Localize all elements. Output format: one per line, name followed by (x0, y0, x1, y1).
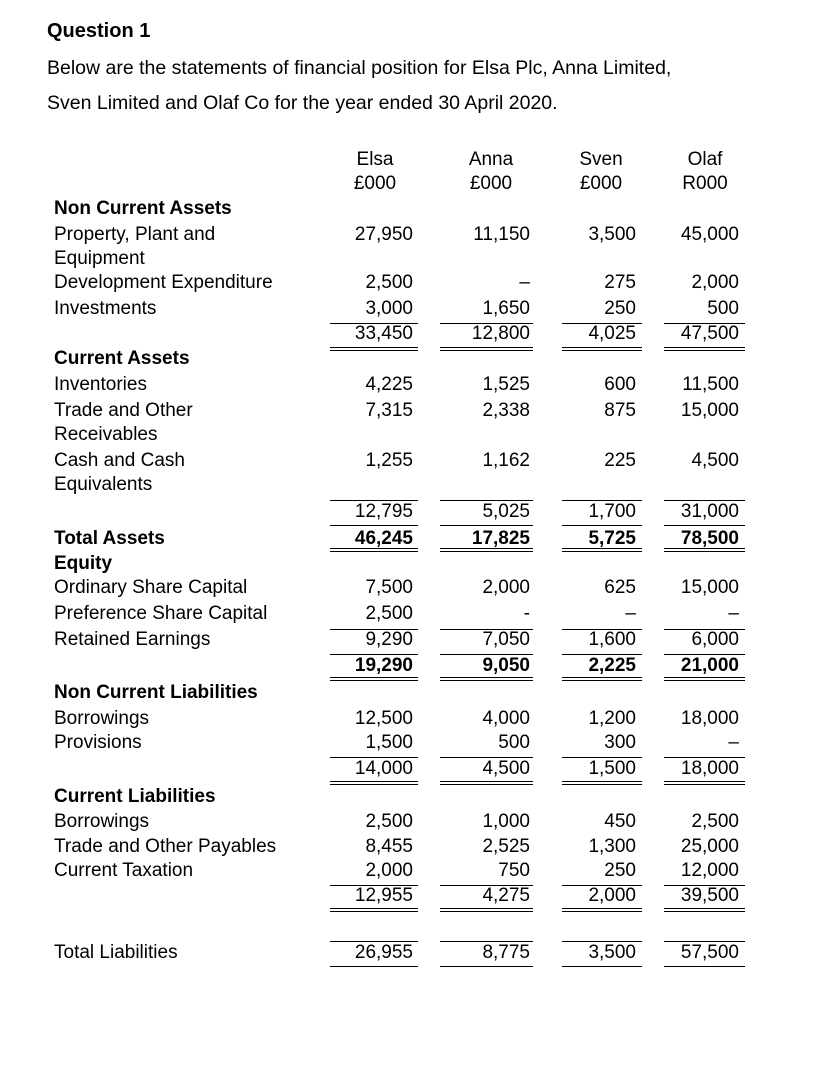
heading-current-liabilities: Current Liabilities (54, 786, 216, 807)
ca-total-sven: 1,700 (588, 501, 636, 522)
rule-6-a-elsa (330, 654, 418, 655)
label-total-liabilities: Total Liabilities (54, 942, 178, 963)
equity-psc-elsa: 2,500 (365, 603, 413, 624)
rule-12-a-elsa (330, 941, 418, 942)
column-unit-sven: £000 (579, 173, 623, 194)
cl-borrowings-anna: 1,000 (482, 811, 530, 832)
rule-5-a-sven (562, 629, 642, 630)
nca-total-olaf: 47,500 (680, 323, 739, 344)
ncl-provisions-sven: 300 (604, 732, 636, 753)
rule-11-b-olaf (664, 911, 745, 912)
cl-total-anna: 4,275 (482, 885, 530, 906)
ca-cash-olaf: 4,500 (691, 450, 739, 471)
column-name-elsa: Elsa (356, 149, 394, 170)
rule-7-a-anna (440, 677, 533, 678)
intro-line-1: Below are the statements of financial position for Elsa Plc, Anna Limited, (47, 57, 672, 79)
ncl-borrowings-anna: 4,000 (482, 708, 530, 729)
ca-total-anna: 5,025 (482, 501, 530, 522)
label-cl-borrowings: Borrowings (54, 811, 150, 832)
rule-4-b-sven (562, 551, 642, 552)
rule-1-b-olaf (664, 350, 745, 351)
rule-3-a-olaf (664, 525, 745, 526)
rule-13-a-elsa (330, 966, 418, 967)
rule-5-a-elsa (330, 629, 418, 630)
equity-re-elsa: 9,290 (365, 629, 413, 650)
total-assets-values-elsa: 46,245 (354, 528, 413, 549)
question-title: Question 1 (47, 20, 151, 42)
ca-inventories-sven: 600 (604, 374, 636, 395)
total-assets-values-olaf: 78,500 (680, 528, 739, 549)
rule-0-a-olaf (664, 323, 745, 324)
rule-11-a-elsa (330, 908, 418, 909)
ncl-total-olaf: 18,000 (680, 758, 739, 779)
rule-12-a-anna (440, 941, 533, 942)
equity-osc-elsa: 7,500 (365, 577, 413, 598)
ncl-borrowings-elsa: 12,500 (354, 708, 413, 729)
rule-10-a-olaf (664, 885, 745, 886)
nca-dev-sven: 275 (604, 272, 636, 293)
rule-5-a-anna (440, 629, 533, 630)
rule-6-a-sven (562, 654, 642, 655)
rule-8-a-olaf (664, 757, 745, 758)
rule-1-a-sven (562, 347, 642, 348)
total-liabilities-values-olaf: 57,500 (680, 942, 739, 963)
equity-total-sven: 2,225 (588, 655, 636, 676)
label-receivables-line1: Trade and Other (54, 400, 193, 421)
cl-tax-anna: 750 (498, 860, 530, 881)
rule-7-a-sven (562, 677, 642, 678)
heading-non-current-assets: Non Current Assets (54, 198, 232, 219)
nca-inv-sven: 250 (604, 298, 636, 319)
cl-total-sven: 2,000 (588, 885, 636, 906)
ca-receivables-olaf: 15,000 (680, 400, 739, 421)
label-ppe-line1: Property, Plant and (54, 224, 216, 245)
rule-11-a-sven (562, 908, 642, 909)
total-liabilities-values-sven: 3,500 (588, 942, 636, 963)
label-cash-line2: Equivalents (54, 474, 153, 495)
ncl-borrowings-sven: 1,200 (588, 708, 636, 729)
heading-non-current-liabilities: Non Current Liabilities (54, 682, 258, 703)
ncl-provisions-olaf: – (728, 732, 739, 753)
total-assets-values-sven: 5,725 (588, 528, 636, 549)
rule-11-a-anna (440, 908, 533, 909)
cl-tax-elsa: 2,000 (365, 860, 413, 881)
equity-osc-olaf: 15,000 (680, 577, 739, 598)
nca-total-elsa: 33,450 (354, 323, 413, 344)
ca-inventories-olaf: 11,500 (682, 374, 739, 395)
ca-receivables-sven: 875 (604, 400, 636, 421)
rule-2-a-olaf (664, 500, 745, 501)
label-preference-share-capital: Preference Share Capital (54, 603, 268, 624)
ncl-total-elsa: 14,000 (354, 758, 413, 779)
rule-8-a-elsa (330, 757, 418, 758)
rule-0-a-sven (562, 323, 642, 324)
cl-payables-elsa: 8,455 (365, 836, 413, 857)
rule-1-a-olaf (664, 347, 745, 348)
label-cash-line1: Cash and Cash (54, 450, 185, 471)
rule-11-b-anna (440, 911, 533, 912)
rule-1-b-elsa (330, 350, 418, 351)
nca-ppe-anna: 11,150 (473, 224, 530, 245)
ca-cash-anna: 1,162 (482, 450, 530, 471)
ncl-borrowings-olaf: 18,000 (680, 708, 739, 729)
rule-11-b-elsa (330, 911, 418, 912)
cl-tax-sven: 250 (604, 860, 636, 881)
rule-11-a-olaf (664, 908, 745, 909)
ca-total-olaf: 31,000 (680, 501, 739, 522)
label-investments: Investments (54, 298, 157, 319)
nca-ppe-olaf: 45,000 (680, 224, 739, 245)
rule-4-a-anna (440, 548, 533, 549)
label-total-assets: Total Assets (54, 528, 165, 549)
cl-total-elsa: 12,955 (354, 885, 413, 906)
rule-6-a-olaf (664, 654, 745, 655)
column-unit-olaf: R000 (682, 173, 728, 194)
rule-0-a-elsa (330, 323, 418, 324)
nca-dev-anna: – (519, 272, 530, 293)
nca-ppe-elsa: 27,950 (354, 224, 413, 245)
nca-total-sven: 4,025 (588, 323, 636, 344)
label-current-taxation: Current Taxation (54, 860, 194, 881)
cl-total-olaf: 39,500 (680, 885, 739, 906)
rule-9-a-olaf (664, 781, 745, 782)
rule-10-a-sven (562, 885, 642, 886)
rule-6-a-anna (440, 654, 533, 655)
nca-dev-olaf: 2,000 (691, 272, 739, 293)
column-name-sven: Sven (579, 149, 623, 170)
label-ordinary-share-capital: Ordinary Share Capital (54, 577, 248, 598)
equity-psc-anna: - (523, 603, 530, 624)
equity-osc-sven: 625 (604, 577, 636, 598)
rule-12-a-sven (562, 941, 642, 942)
rule-5-a-olaf (664, 629, 745, 630)
label-retained-earnings: Retained Earnings (54, 629, 211, 650)
rule-3-a-elsa (330, 525, 418, 526)
cl-borrowings-olaf: 2,500 (691, 811, 739, 832)
rule-4-b-elsa (330, 551, 418, 552)
rule-0-a-anna (440, 323, 533, 324)
rule-9-b-sven (562, 784, 642, 785)
rule-9-b-anna (440, 784, 533, 785)
total-liabilities-values-anna: 8,775 (482, 942, 530, 963)
ca-cash-elsa: 1,255 (365, 450, 413, 471)
cl-borrowings-sven: 450 (604, 811, 636, 832)
label-provisions: Provisions (54, 732, 142, 753)
nca-ppe-sven: 3,500 (588, 224, 636, 245)
rule-7-b-olaf (664, 680, 745, 681)
equity-re-sven: 1,600 (588, 629, 636, 650)
ncl-total-anna: 4,500 (482, 758, 530, 779)
rule-7-b-elsa (330, 680, 418, 681)
equity-psc-sven: – (625, 603, 636, 624)
rule-1-a-elsa (330, 347, 418, 348)
equity-total-elsa: 19,290 (354, 655, 413, 676)
rule-2-a-sven (562, 500, 642, 501)
cl-borrowings-elsa: 2,500 (365, 811, 413, 832)
total-liabilities-values-elsa: 26,955 (354, 942, 413, 963)
label-trade-payables: Trade and Other Payables (54, 836, 277, 857)
nca-total-anna: 12,800 (471, 323, 530, 344)
ca-receivables-anna: 2,338 (482, 400, 530, 421)
ca-inventories-anna: 1,525 (482, 374, 530, 395)
rule-4-b-olaf (664, 551, 745, 552)
cl-payables-olaf: 25,000 (680, 836, 739, 857)
rule-7-b-sven (562, 680, 642, 681)
equity-osc-anna: 2,000 (482, 577, 530, 598)
equity-psc-olaf: – (728, 603, 739, 624)
heading-current-assets: Current Assets (54, 348, 190, 369)
column-unit-elsa: £000 (353, 173, 397, 194)
rule-8-a-sven (562, 757, 642, 758)
ncl-total-sven: 1,500 (588, 758, 636, 779)
rule-4-a-sven (562, 548, 642, 549)
nca-inv-anna: 1,650 (482, 298, 530, 319)
rule-11-b-sven (562, 911, 642, 912)
ncl-provisions-anna: 500 (498, 732, 530, 753)
rule-4-b-anna (440, 551, 533, 552)
heading-equity: Equity (54, 553, 113, 574)
rule-1-b-sven (562, 350, 642, 351)
total-assets-values-anna: 17,825 (471, 528, 530, 549)
ca-receivables-elsa: 7,315 (365, 400, 413, 421)
cl-payables-sven: 1,300 (588, 836, 636, 857)
rule-10-a-anna (440, 885, 533, 886)
label-receivables-line2: Receivables (54, 424, 158, 445)
ca-total-elsa: 12,795 (354, 501, 413, 522)
cl-payables-anna: 2,525 (482, 836, 530, 857)
rule-7-a-elsa (330, 677, 418, 678)
intro-line-2: Sven Limited and Olaf Co for the year ended 30 April 2020. (47, 92, 558, 114)
nca-inv-olaf: 500 (707, 298, 739, 319)
nca-dev-elsa: 2,500 (365, 272, 413, 293)
equity-total-anna: 9,050 (482, 655, 530, 676)
rule-9-b-elsa (330, 784, 418, 785)
label-ncl-borrowings: Borrowings (54, 708, 150, 729)
rule-9-a-anna (440, 781, 533, 782)
column-name-anna: Anna (468, 149, 514, 170)
rule-13-a-anna (440, 966, 533, 967)
rule-13-a-sven (562, 966, 642, 967)
ca-cash-sven: 225 (604, 450, 636, 471)
rule-2-a-anna (440, 500, 533, 501)
rule-3-a-sven (562, 525, 642, 526)
label-development-expenditure: Development Expenditure (54, 272, 273, 293)
column-name-olaf: Olaf (687, 149, 723, 170)
rule-12-a-olaf (664, 941, 745, 942)
rule-10-a-elsa (330, 885, 418, 886)
rule-9-b-olaf (664, 784, 745, 785)
rule-1-b-anna (440, 350, 533, 351)
rule-9-a-sven (562, 781, 642, 782)
nca-inv-elsa: 3,000 (365, 298, 413, 319)
cl-tax-olaf: 12,000 (680, 860, 739, 881)
ca-inventories-elsa: 4,225 (365, 374, 413, 395)
label-inventories: Inventories (54, 374, 147, 395)
rule-7-b-anna (440, 680, 533, 681)
equity-re-olaf: 6,000 (691, 629, 739, 650)
rule-2-a-elsa (330, 500, 418, 501)
equity-total-olaf: 21,000 (680, 655, 739, 676)
column-unit-anna: £000 (469, 173, 513, 194)
ncl-provisions-elsa: 1,500 (365, 732, 413, 753)
page-bottom-blank (0, 970, 828, 1077)
rule-4-a-elsa (330, 548, 418, 549)
rule-8-a-anna (440, 757, 533, 758)
equity-re-anna: 7,050 (482, 629, 530, 650)
label-ppe-line2: Equipment (54, 248, 145, 269)
rule-7-a-olaf (664, 677, 745, 678)
rule-13-a-olaf (664, 966, 745, 967)
rule-1-a-anna (440, 347, 533, 348)
rule-3-a-anna (440, 525, 533, 526)
rule-9-a-elsa (330, 781, 418, 782)
rule-4-a-olaf (664, 548, 745, 549)
